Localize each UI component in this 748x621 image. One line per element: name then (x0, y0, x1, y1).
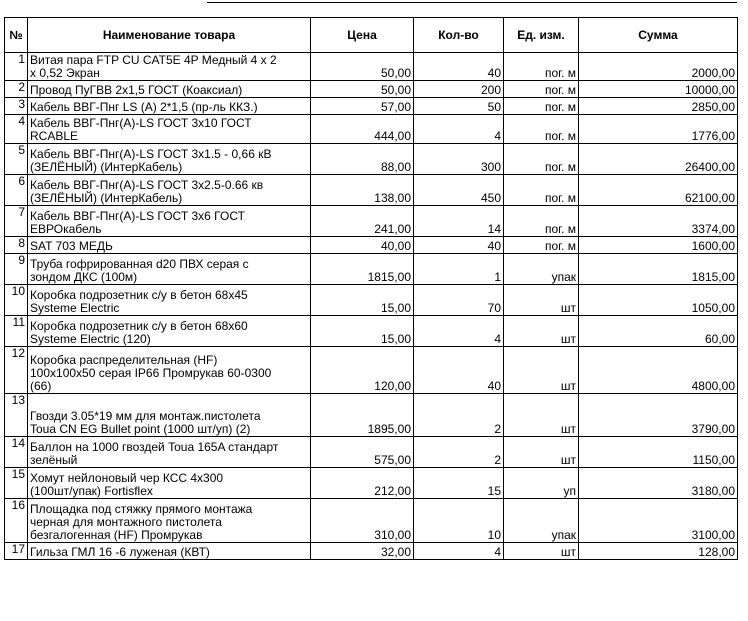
table-row (5, 254, 738, 285)
table-row (5, 394, 738, 437)
price-cell: 88,00 (311, 144, 414, 175)
product-name-line: Коробка подрозетник с/у в бетон 68х45 (30, 288, 248, 302)
quantity-cell: 1 (414, 254, 504, 285)
product-name (28, 237, 311, 254)
sum-cell: 1150,00 (579, 437, 738, 468)
price-cell: 50,00 (311, 81, 414, 98)
unit-cell: пог. м (504, 206, 579, 237)
price-cell: 138,00 (311, 175, 414, 206)
row-number: 3 (5, 98, 28, 115)
product-name-line: Systeme Electric (30, 301, 120, 315)
product-name (28, 285, 311, 316)
sum-cell: 60,00 (579, 316, 738, 347)
product-name (28, 468, 311, 499)
quantity-cell: 300 (414, 144, 504, 175)
unit-cell: пог. м (504, 237, 579, 254)
unit-cell: пог. м (504, 144, 579, 175)
quantity-cell: 4 (414, 316, 504, 347)
price-cell: 241,00 (311, 206, 414, 237)
table-body (5, 53, 738, 560)
row-number: 16 (5, 499, 28, 543)
row-number: 1 (5, 53, 28, 81)
row-number: 7 (5, 206, 28, 237)
quantity-cell: 4 (414, 543, 504, 560)
product-name (28, 316, 311, 347)
product-name (28, 394, 311, 437)
table-row (5, 468, 738, 499)
product-name (28, 81, 311, 98)
row-number: 9 (5, 254, 28, 285)
table-row (5, 53, 738, 81)
table-row (5, 316, 738, 347)
product-name-line: Systeme Electric (120) (30, 332, 151, 346)
product-name-line: Кабель ВВГ-Пнг(А)-LS ГОСТ 3х2.5-0.66 кв (30, 178, 264, 192)
product-name-line: Гильза ГМЛ 16 -6 луженая (КВТ) (30, 545, 210, 559)
row-number: 13 (5, 394, 28, 437)
table-header-row (5, 18, 738, 53)
table-row (5, 144, 738, 175)
product-name-line: Баллон на 1000 гвоздей Toua 165A стандарт (30, 440, 279, 454)
table-row (5, 175, 738, 206)
product-name-line: х 0,52 Экран (30, 66, 100, 80)
price-cell: 575,00 (311, 437, 414, 468)
quantity-cell: 40 (414, 53, 504, 81)
header-price: Цена (311, 18, 414, 53)
sum-cell: 1050,00 (579, 285, 738, 316)
product-name-line: Коробка распределительная (HF) (30, 353, 218, 367)
header-sum: Сумма (579, 18, 738, 53)
unit-cell: пог. м (504, 115, 579, 144)
row-number: 12 (5, 347, 28, 394)
product-name-line: черная для монтажного пистолета (30, 515, 222, 529)
product-name (28, 543, 311, 560)
unit-cell: шт (504, 285, 579, 316)
row-number: 17 (5, 543, 28, 560)
price-cell: 15,00 (311, 285, 414, 316)
price-cell: 1895,00 (311, 394, 414, 437)
quantity-cell: 40 (414, 347, 504, 394)
product-name (28, 98, 311, 115)
header-qty: Кол-во (414, 18, 504, 53)
quantity-cell: 4 (414, 115, 504, 144)
product-name-line: Площадка под стяжку прямого монтажа (30, 502, 253, 516)
sum-cell: 1815,00 (579, 254, 738, 285)
table-row (5, 206, 738, 237)
product-name-line: Кабель ВВГ-Пнг(А)-LS ГОСТ 3х1.5 - 0,66 кВ (30, 147, 272, 161)
table-row (5, 81, 738, 98)
unit-cell: уп (504, 468, 579, 499)
product-name-line: зелёный (30, 453, 78, 467)
product-name-line: RCABLE (30, 129, 79, 143)
unit-cell: пог. м (504, 81, 579, 98)
product-name-line: 100х100х50 серая IP66 Промрукав 60-0300 (30, 366, 272, 380)
product-name (28, 175, 311, 206)
unit-cell: шт (504, 437, 579, 468)
product-name (28, 347, 311, 394)
product-name-line: Коробка подрозетник с/у в бетон 68х60 (30, 319, 248, 333)
quantity-cell: 10 (414, 499, 504, 543)
price-cell: 1815,00 (311, 254, 414, 285)
unit-cell: пог. м (504, 175, 579, 206)
quantity-cell: 15 (414, 468, 504, 499)
quantity-cell: 50 (414, 98, 504, 115)
product-name-line: (ЗЕЛЁНЫЙ) (ИнтерКабель) (30, 191, 183, 205)
sum-cell: 26400,00 (579, 144, 738, 175)
unit-cell: шт (504, 316, 579, 347)
table-row (5, 285, 738, 316)
row-number: 14 (5, 437, 28, 468)
quantity-cell: 2 (414, 437, 504, 468)
product-name-line: безгалогенная (HF) Промрукав (30, 528, 203, 542)
product-name-line: Кабель ВВГ-Пнг LS (А) 2*1,5 (пр-ль ККЗ.) (30, 100, 258, 114)
price-cell: 50,00 (311, 53, 414, 81)
price-cell: 32,00 (311, 543, 414, 560)
table-row (5, 437, 738, 468)
price-cell: 57,00 (311, 98, 414, 115)
price-cell: 40,00 (311, 237, 414, 254)
row-number: 5 (5, 144, 28, 175)
product-name-line: (ЗЕЛЁНЫЙ) (ИнтерКабель) (30, 160, 183, 174)
product-name-line: (100шт/упак) Fortisflex (30, 484, 153, 498)
product-name (28, 144, 311, 175)
sum-cell: 3180,00 (579, 468, 738, 499)
table-row (5, 543, 738, 560)
product-name-line: Витая пара FTP CU CAT5E 4P Медный 4 х 2 (30, 53, 277, 67)
header-name: Наименование товара (28, 18, 311, 53)
table-row (5, 98, 738, 115)
product-name (28, 254, 311, 285)
product-name-line: ЕВРОкабель (30, 222, 102, 236)
product-name-line: Хомут нейлоновый чер КСС 4х300 (30, 471, 224, 485)
table-row (5, 237, 738, 254)
sum-cell: 1600,00 (579, 237, 738, 254)
row-number: 11 (5, 316, 28, 347)
quantity-cell: 40 (414, 237, 504, 254)
sum-cell: 2850,00 (579, 98, 738, 115)
product-name-line: зондом ДКС (100м) (30, 270, 138, 284)
unit-cell: шт (504, 394, 579, 437)
product-name-line: (66) (30, 379, 52, 393)
sum-cell: 3374,00 (579, 206, 738, 237)
unit-cell: шт (504, 543, 579, 560)
quantity-cell: 450 (414, 175, 504, 206)
sum-cell: 2000,00 (579, 53, 738, 81)
table-row (5, 499, 738, 543)
sum-cell: 62100,00 (579, 175, 738, 206)
price-cell: 444,00 (311, 115, 414, 144)
row-number: 2 (5, 81, 28, 98)
product-name (28, 206, 311, 237)
unit-cell: упак (504, 254, 579, 285)
product-name (28, 115, 311, 144)
table-row (5, 347, 738, 394)
product-name-line: SAT 703 МЕДЬ (30, 239, 113, 253)
unit-cell: пог. м (504, 98, 579, 115)
top-border-line (207, 2, 737, 3)
price-cell: 212,00 (311, 468, 414, 499)
product-name-line: Провод ПуГВВ 2х1,5 ГОСТ (Коаксиал) (30, 83, 243, 97)
quantity-cell: 200 (414, 81, 504, 98)
product-name-line: Гвозди 3.05*19 мм для монтаж.пистолета (30, 409, 261, 423)
sum-cell: 10000,00 (579, 81, 738, 98)
price-cell: 120,00 (311, 347, 414, 394)
header-unit: Ед. изм. (504, 18, 579, 53)
product-name (28, 437, 311, 468)
unit-cell: шт (504, 347, 579, 394)
row-number: 10 (5, 285, 28, 316)
goods-table (4, 17, 738, 560)
sum-cell: 3100,00 (579, 499, 738, 543)
row-number: 15 (5, 468, 28, 499)
row-number: 8 (5, 237, 28, 254)
table-row (5, 115, 738, 144)
price-cell: 15,00 (311, 316, 414, 347)
quantity-cell: 2 (414, 394, 504, 437)
unit-cell: пог. м (504, 53, 579, 81)
sum-cell: 3790,00 (579, 394, 738, 437)
row-number: 6 (5, 175, 28, 206)
sum-cell: 1776,00 (579, 115, 738, 144)
product-name-line: Кабель ВВГ-Пнг(А)-LS ГОСТ 3х10 ГОСТ (30, 116, 252, 130)
price-cell: 310,00 (311, 499, 414, 543)
row-number: 4 (5, 115, 28, 144)
quantity-cell: 14 (414, 206, 504, 237)
product-name-line: Toua CN EG Bullet point (1000 шт/уп) (2) (30, 422, 251, 436)
sum-cell: 4800,00 (579, 347, 738, 394)
header-num: № (5, 18, 28, 53)
quantity-cell: 70 (414, 285, 504, 316)
product-name (28, 53, 311, 81)
sum-cell: 128,00 (579, 543, 738, 560)
product-name (28, 499, 311, 543)
product-name-line: Кабель ВВГ-Пнг(А)-LS ГОСТ 3х6 ГОСТ (30, 209, 245, 223)
product-name-line: Труба гофрированная d20 ПВХ серая с (30, 257, 249, 271)
unit-cell: упак (504, 499, 579, 543)
